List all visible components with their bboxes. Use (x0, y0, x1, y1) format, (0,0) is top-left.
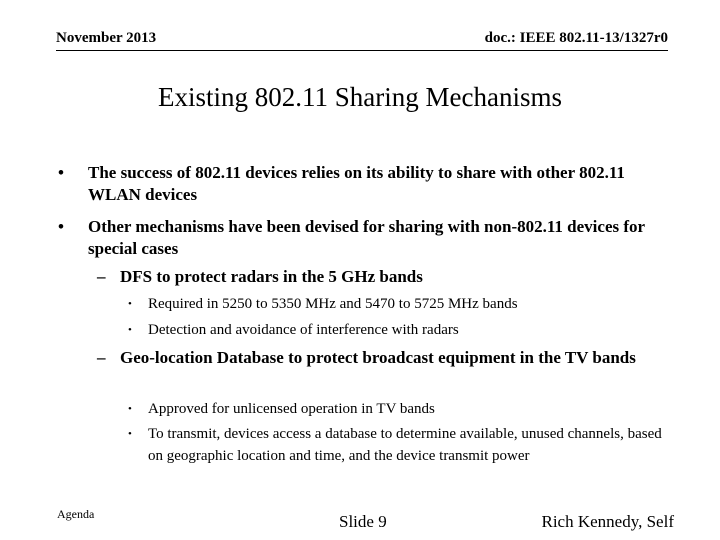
sub-bullet-text: Geo-location Database to protect broadcast equipment in the TV bands (120, 348, 636, 367)
bullet-marker: • (58, 163, 64, 182)
bullet-marker: • (58, 217, 64, 236)
bullet-text: Other mechanisms have been devised for sharing with non-802.11 devices for special cases (88, 217, 645, 258)
sub-sub-bullet-text: Required in 5250 to 5350 MHz and 5470 to 5725 MHz bands (148, 296, 518, 312)
footer-agenda-label: Agenda (57, 507, 95, 521)
footer-author: Rich Kennedy, Self (541, 512, 674, 531)
header-date: November 2013 (56, 30, 157, 46)
dash-marker: – (97, 267, 106, 286)
sub-bullet-text: DFS to protect radars in the 5 GHz bands (120, 267, 423, 286)
dash-marker: – (97, 348, 106, 367)
sub-sub-bullet-text: Approved for unlicensed operation in TV bands (148, 401, 435, 417)
slide-title: Existing 802.11 Sharing Mechanisms (158, 82, 562, 112)
footer-slide-number: Slide 9 (339, 512, 387, 531)
bullet-marker: • (128, 403, 132, 415)
header-divider (56, 50, 668, 51)
header-doc-id: doc.: IEEE 802.11-13/1327r0 (484, 30, 668, 46)
bullet-text: The success of 802.11 devices relies on its ability to share with other 802.11 WLAN devices (88, 163, 625, 204)
bullet-marker: • (128, 324, 132, 336)
bullet-marker: • (128, 298, 132, 310)
bullet-marker: • (128, 428, 132, 440)
sub-sub-bullet-text: Detection and avoidance of interference with radars (148, 322, 459, 338)
sub-sub-bullet-text: To transmit, devices access a database to determine available, unused channels, based on geographic location and time, and the device transmit power (148, 426, 662, 464)
